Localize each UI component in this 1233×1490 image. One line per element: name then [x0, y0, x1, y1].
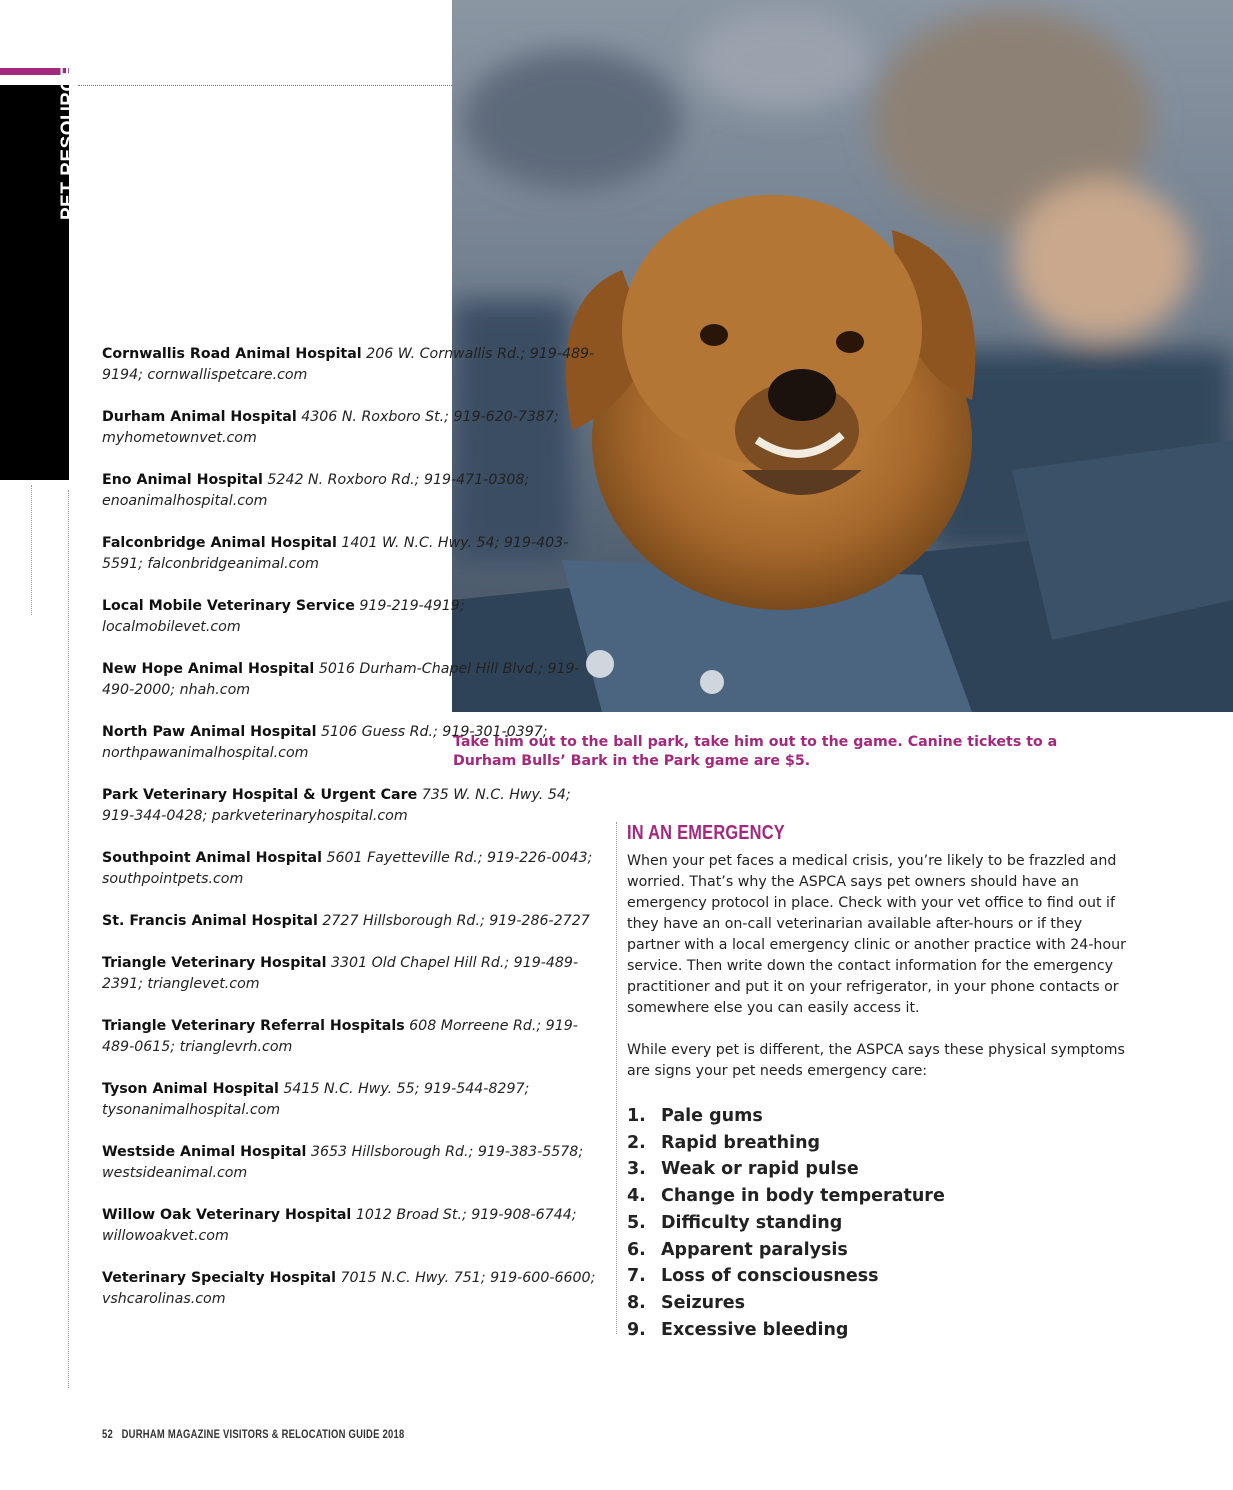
- listing-name: St. Francis Animal Hospital: [102, 913, 318, 929]
- symptom-number: 4.: [627, 1186, 646, 1207]
- symptom-number: 1.: [627, 1106, 646, 1126]
- listing-entry: [102, 1142, 597, 1184]
- symptom-item: [627, 1317, 1137, 1344]
- listing-details: 608 Morreene Rd.; 919-489-0615; trianglevrh.com: [102, 1018, 578, 1055]
- listing-details: 919-219-4919; localmobilevet.com: [102, 598, 465, 635]
- symptom-number: 5.: [627, 1212, 646, 1233]
- listing-details: 5016 Durham-Chapel Hill Blvd.; 919-490-2000; nhah.com: [102, 661, 580, 698]
- top-dotted-divider: [78, 85, 452, 86]
- listing-entry: [102, 470, 597, 512]
- symptom-number: 8.: [627, 1292, 646, 1313]
- listing-details: 4306 N. Roxboro St.; 919-620-7387; myhometownvet.com: [102, 409, 559, 446]
- emergency-heading: IN AN EMERGENCY: [627, 822, 785, 844]
- section-tab-label: PET RESOURCES: [58, 50, 79, 220]
- listing-details: 5415 N.C. Hwy. 55; 919-544-8297; tysonanimalhospital.com: [102, 1081, 530, 1118]
- listing-entry: [102, 596, 597, 638]
- listing-details: 5242 N. Roxboro Rd.; 919-471-0308; enoanimalhospital.com: [102, 472, 530, 509]
- listing-details: 7015 N.C. Hwy. 751; 919-600-6600; vshcarolinas.com: [102, 1270, 596, 1307]
- listing-name: Cornwallis Road Animal Hospital: [102, 346, 362, 362]
- symptom-text: Excessive bleeding: [661, 1319, 849, 1340]
- listing-entry: [102, 407, 597, 449]
- symptom-item: [627, 1290, 1137, 1317]
- symptom-text: Change in body temperature: [661, 1186, 945, 1207]
- listing-entry: [102, 848, 597, 890]
- publication-title: DURHAM MAGAZINE VISITORS & RELOCATION GUIDE 2018: [121, 1429, 405, 1441]
- listing-details: 2727 Hillsborough Rd.; 919-286-2727: [322, 913, 590, 929]
- listing-details: 735 W. N.C. Hwy. 54; 919-344-0428; parkveterinaryhospital.com: [102, 787, 571, 824]
- listing-name: Durham Animal Hospital: [102, 409, 297, 425]
- listing-name: Falconbridge Animal Hospital: [102, 535, 337, 551]
- symptom-number: 9.: [627, 1319, 646, 1340]
- listing-name: Eno Animal Hospital: [102, 472, 263, 488]
- symptom-number: 2.: [627, 1132, 646, 1153]
- symptom-text: Weak or rapid pulse: [661, 1159, 859, 1180]
- listing-name: Triangle Veterinary Hospital: [102, 955, 327, 971]
- listing-name: Veterinary Specialty Hospital: [102, 1270, 336, 1286]
- symptom-text: Rapid breathing: [661, 1132, 821, 1153]
- symptom-number: 7.: [627, 1266, 646, 1287]
- emergency-paragraph-1: When your pet faces a medical crisis, you’re likely to be frazzled and worried. That’s why the ASPCA says pet owners should have an emergency protocol in place. Check with your vet office to find out if they have an on-call veterinarian available after-hours or if they partner with a local emergency clinic or another practice with 24-hour service. Then write down the contact information for the emergency practitioner and put it on your refrigerator, in your phone contacts or somewhere else you can easily access it.: [627, 853, 1126, 1016]
- listing-entry: [102, 785, 597, 827]
- symptom-text: Seizures: [661, 1292, 746, 1313]
- emergency-section: [627, 820, 1137, 1343]
- listing-entry: [102, 533, 597, 575]
- listing-details: 1012 Broad St.; 919-908-6744; willowoakvet.com: [102, 1207, 577, 1244]
- emergency-paragraph-2: While every pet is different, the ASPCA says these physical symptoms are signs your pet needs emergency care:: [627, 1042, 1125, 1079]
- symptom-item: [627, 1103, 1137, 1130]
- page-footer: [102, 1429, 404, 1441]
- listing-entry: [102, 953, 597, 995]
- listing-name: Triangle Veterinary Referral Hospitals: [102, 1018, 405, 1034]
- symptom-number: 6.: [627, 1239, 646, 1260]
- listing-name: New Hope Animal Hospital: [102, 661, 315, 677]
- symptom-item: [627, 1183, 1137, 1210]
- emergency-dotted-line: [616, 822, 617, 1334]
- vet-listings: [102, 344, 597, 1331]
- listing-entry: [102, 344, 597, 386]
- listing-details: 1401 W. N.C. Hwy. 54; 919-403-5591; falconbridgeanimal.com: [102, 535, 569, 572]
- listing-entry: [102, 659, 597, 701]
- symptom-item: [627, 1237, 1137, 1264]
- column-dotted-line: [68, 490, 69, 1388]
- listing-details: 5601 Fayetteville Rd.; 919-226-0043; southpointpets.com: [102, 850, 593, 887]
- listing-name: Westside Animal Hospital: [102, 1144, 307, 1160]
- listing-name: Tyson Animal Hospital: [102, 1081, 279, 1097]
- symptom-list: [627, 1103, 1137, 1343]
- listing-name: North Paw Animal Hospital: [102, 724, 317, 740]
- listing-name: Local Mobile Veterinary Service: [102, 598, 355, 614]
- listing-details: 206 W. Cornwallis Rd.; 919-489-9194; cornwallispetcare.com: [102, 346, 595, 383]
- listing-details: 5106 Guess Rd.; 919-301-0397; northpawanimalhospital.com: [102, 724, 548, 761]
- listing-details: 3653 Hillsborough Rd.; 919-383-5578; westsideanimal.com: [102, 1144, 584, 1181]
- page-number: 52: [102, 1429, 113, 1441]
- listing-entry: [102, 1268, 597, 1310]
- listing-entry: [102, 722, 597, 764]
- symptom-text: Pale gums: [661, 1106, 763, 1126]
- margin-dotted-line: [31, 485, 32, 615]
- listing-entry: [102, 1079, 597, 1121]
- photo-caption: Take him out to the ball park, take him out to the game. Canine tickets to a Durham Bulls’ Bark in the Park game are $5.: [453, 734, 1058, 769]
- symptom-item: [627, 1156, 1137, 1183]
- listing-entry: [102, 1016, 597, 1058]
- symptom-item: [627, 1130, 1137, 1157]
- symptom-number: 3.: [627, 1159, 646, 1180]
- listing-name: Southpoint Animal Hospital: [102, 850, 322, 866]
- symptom-text: Difficulty standing: [661, 1212, 843, 1233]
- symptom-item: [627, 1210, 1137, 1237]
- symptom-text: Apparent paralysis: [661, 1239, 848, 1260]
- symptom-text: Loss of consciousness: [661, 1266, 879, 1287]
- listing-entry: [102, 1205, 597, 1247]
- listing-entry: [102, 911, 597, 932]
- listing-details: 3301 Old Chapel Hill Rd.; 919-489-2391; trianglevet.com: [102, 955, 579, 992]
- listing-name: Park Veterinary Hospital & Urgent Care: [102, 787, 418, 803]
- listing-name: Willow Oak Veterinary Hospital: [102, 1207, 352, 1223]
- symptom-item: [627, 1263, 1137, 1290]
